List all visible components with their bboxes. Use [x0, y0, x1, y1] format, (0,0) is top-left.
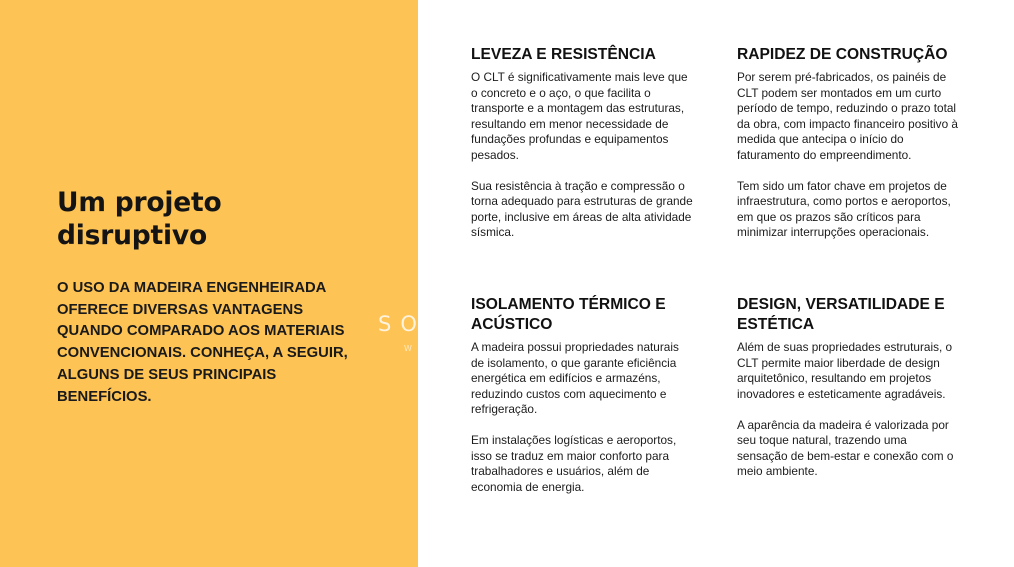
section-paragraph-1: Por serem pré-fabricados, os painéis de CLT podem ser montados em um curto período de tempo, reduzindo o prazo total da obra, com impacto financeiro positivo à medida que antecipa o início do faturamento do empreendimento. — [737, 70, 958, 162]
section-heading: DESIGN, VERSATILIDADE E ESTÉTICA — [737, 296, 945, 333]
section-paragraph-2: Tem sido um fator chave em projetos de infraestrutura, como portos e aeroportos, em que os prazos são críticos para minimizar interrupções operacionais. — [737, 178, 951, 239]
section-design-versatilidade — [737, 295, 959, 495]
section-paragraph-2: Sua resistência à tração e compressão o torna adequado para estruturas de grande porte, inclusive em áreas de alta atividade sísmica. — [471, 178, 693, 239]
section-paragraph-2: Em instalações logísticas e aeroportos, isso se traduz em maior conforto para trabalhadores e usuários, além de economia de energia. — [471, 433, 677, 494]
section-heading: LEVEZA E RESISTÊNCIA — [471, 46, 656, 63]
intro-text: O USO DA MADEIRA ENGENHEIRADA OFERECE DIVERSAS VANTAGENS QUANDO COMPARADO AOS MATERIAIS CONVENCIONAIS. CONHEÇA, A SEGUIR, ALGUNS DE SEUS PRINCIPAIS BENEFÍCIOS. — [57, 280, 348, 405]
section-paragraph-2: A aparência da madeira é valorizada por seu toque natural, trazendo uma sensação de bem-estar e conexão com o meio ambiente. — [737, 417, 954, 478]
section-paragraph-1: O CLT é significativamente mais leve que o concreto e o aço, o que facilita o transporte e a montagem das estruturas, resultando em menor necessidade de fundações profundas e equipamentos pesados. — [471, 70, 688, 162]
watermark-sub: W — [404, 344, 416, 353]
section-leveza-resistencia — [471, 45, 693, 256]
section-isolamento — [471, 295, 693, 511]
section-heading: ISOLAMENTO TÉRMICO E ACÚSTICO — [471, 296, 666, 333]
page-title: Um projeto disruptivo — [57, 187, 222, 251]
section-rapidez-construcao — [737, 45, 959, 256]
section-paragraph-1: A madeira possui propriedades naturais de isolamento, o que garante eficiência energética em edifícios e armazéns, reduzindo custos com aquecimento e refrigeração. — [471, 340, 679, 416]
section-paragraph-1: Além de suas propriedades estruturais, o CLT permite maior liberdade de design arquitetônico, resultando em projetos inovadores e esteticamente agradáveis. — [737, 340, 953, 401]
section-heading: RAPIDEZ DE CONSTRUÇÃO — [737, 46, 948, 63]
watermark: SO — [378, 312, 426, 336]
